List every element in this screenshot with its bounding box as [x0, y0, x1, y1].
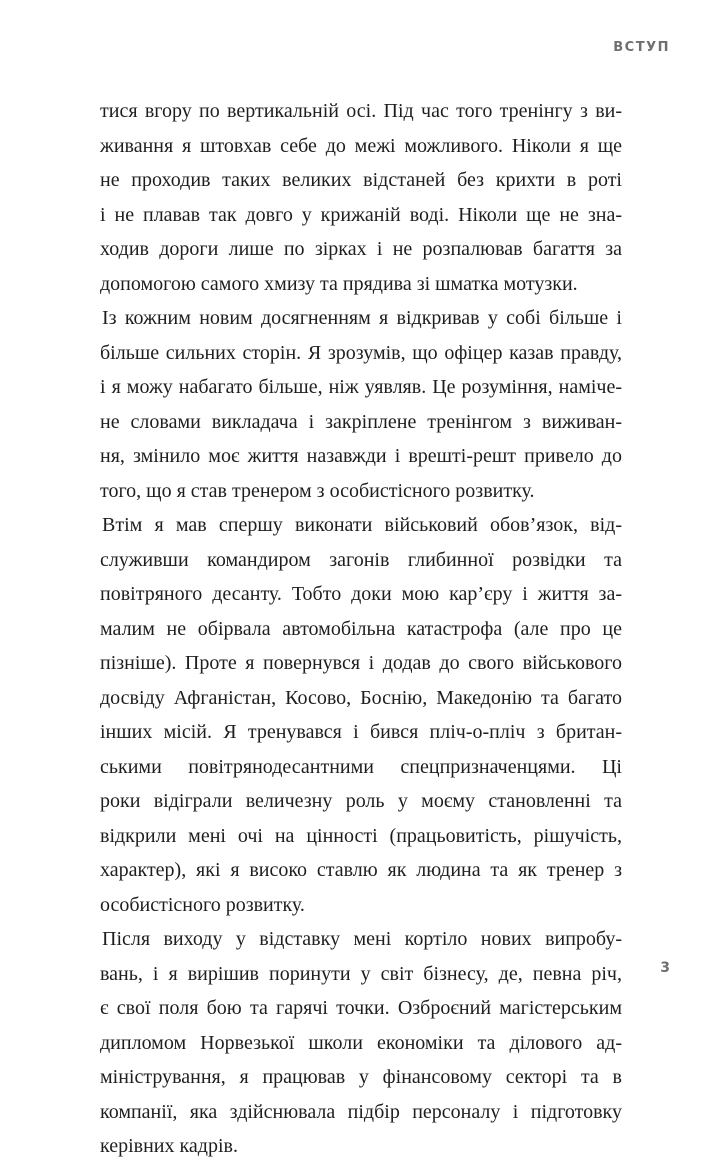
text-line: дипломом Норвезької школи економіки та ділового ад- — [100, 1031, 622, 1054]
text-line: служивши командиром загонів глибинної розвідки та — [100, 548, 622, 571]
paragraph — [100, 922, 622, 1164]
text-line: пізніше). Проте я повернувся і додав до свого військового — [100, 652, 622, 674]
text-line: керівних кадрів. — [100, 1135, 238, 1157]
text-line: досвіду Афганістан, Косово, Боснію, Македонію та багато — [100, 686, 622, 709]
text-line: не проходив таких великих відстаней без крихти в роті — [100, 169, 622, 191]
text-line: Втім я мав спершу виконати військовий обов’язок, від- — [102, 514, 622, 536]
text-line: ня, змінило моє життя назавжди і врешті-решт привело до — [100, 445, 622, 467]
text-line: і я можу набагато більше, ніж уявляв. Це розуміння, наміче- — [100, 376, 622, 398]
text-line: Після виходу у відставку мені кортіло нових випробу- — [102, 928, 622, 950]
text-line: живання я штовхав себе до межі можливого. Ніколи я ще — [100, 134, 622, 157]
paragraph — [100, 94, 622, 301]
text-line: відкрили мені очі на цінності (працьовитість, рішучість, — [100, 824, 622, 847]
text-line: Із кожним новим досягненням я відкривав у собі більше і — [102, 307, 622, 329]
running-header: ВСТУП — [613, 40, 670, 55]
text-line: міністрування, я працював у фінансовому секторі та в — [100, 1066, 622, 1088]
text-line: допомогою самого хмизу та прядива зі шматка мотузки. — [100, 272, 578, 295]
page-number: 3 — [660, 960, 670, 976]
text-line: компанії, яка здійснювала підбір персоналу і підготовку — [100, 1100, 622, 1123]
paragraph — [100, 301, 622, 508]
text-line: малим не обірвала автомобільна катастрофа (але про це — [100, 617, 622, 640]
text-line: повітряного десанту. Тобто доки мою кар’єру і життя за- — [100, 583, 622, 605]
body-text — [100, 94, 622, 1164]
text-line: ськими повітрянодесантними спецпризначенцями. Ці — [100, 755, 622, 778]
text-line: характер), які я високо ставлю як людина та як тренер з — [100, 859, 622, 881]
text-line: інших місій. Я тренувався і бився пліч-о-пліч з британ- — [100, 721, 622, 743]
text-line: більше сильних сторін. Я зрозумів, що офіцер казав правду, — [100, 341, 622, 364]
text-line: особистісного розвитку. — [100, 893, 305, 916]
text-line: тися вгору по вертикальній осі. Під час того тренінгу з ви- — [100, 100, 622, 122]
text-line: і не плавав так довго у крижаній воді. Ніколи ще не зна- — [100, 203, 622, 226]
text-line: роки відіграли величезну роль у моєму становленні та — [100, 790, 622, 812]
text-line: не словами викладача і закріплене тренінгом з виживан- — [100, 410, 622, 433]
text-line: того, що я став тренером з особистісного розвитку. — [100, 479, 535, 502]
text-line: є свої поля бою та гарячі точки. Озброєний магістерським — [100, 997, 622, 1019]
text-line: вань, і я вирішив поринути у світ бізнесу, де, певна річ, — [100, 962, 622, 985]
text-line: ходив дороги лише по зірках і не розпалював багаття за — [100, 238, 622, 260]
paragraph — [100, 508, 622, 922]
